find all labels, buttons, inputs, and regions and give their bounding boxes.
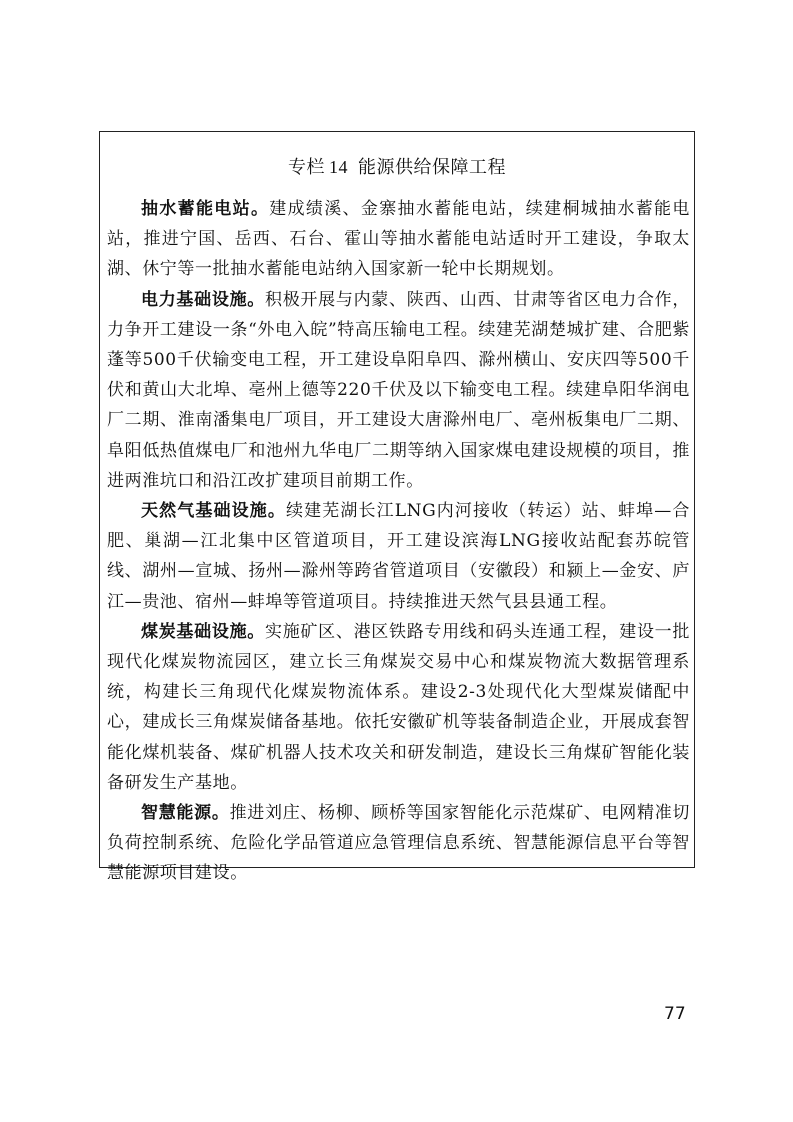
paragraph-heading: 天然气基础设施。 — [141, 501, 286, 522]
paragraph-heading: 抽水蓄能电站。 — [141, 199, 270, 219]
column-title-text: 能源供给保障工程 — [358, 157, 506, 178]
paragraph-body: 实施矿区、港区铁路专用线和码头连通工程，建设一批现代化煤炭物流园区，建立长三角煤炭交易中心和煤炭物流大数据管理系统，构建长三角现代化煤炭物流体系。建设2-3处现代化大型煤炭储配中心，建成长三角煤炭储备基地。依托安徽矿机等装备制造企业，开展成套智能化煤机装备、煤矿机器人技术攻关和研发制造，建设长三角煤矿智能化装备研发生产基地。 — [107, 621, 690, 793]
paragraph-smart-energy — [107, 798, 690, 889]
page-number: 77 — [664, 1004, 686, 1024]
paragraph-heading: 智慧能源。 — [141, 803, 230, 824]
paragraph-power-infrastructure — [107, 285, 690, 496]
paragraph-natural-gas — [107, 496, 690, 617]
paragraph-body: 推进刘庄、杨柳、顾桥等国家智能化示范煤矿、电网精准切负荷控制系统、危险化学品管道应急管理信息系统、智慧能源信息平台等智慧能源项目建设。 — [107, 803, 691, 884]
column-title — [100, 155, 694, 180]
paragraph-body: 建成绩溪、金寨抽水蓄能电站，续建桐城抽水蓄能电站，推进宁国、岳西、石台、霍山等抽水蓄能电站适时开工建设，争取太湖、休宁等一批抽水蓄能电站纳入国家新一轮中长期规划。 — [107, 199, 690, 280]
column-content — [107, 194, 690, 889]
paragraph-body: 续建芜湖长江LNG内河接收（转运）站、蚌埠—合肥、巢湖—江北集中区管道项目，开工建设滨海LNG接收站配套苏皖管线、湖州—宣城、扬州—滁州等跨省管道项目（安徽段）和颍上—金安、庐江—贵池、宿州—蚌埠等管道项目。持续推进天然气县县通工程。 — [107, 501, 690, 612]
paragraph-heading: 煤炭基础设施。 — [141, 621, 265, 642]
column-box — [99, 131, 695, 884]
column-title-number: 14 — [329, 157, 348, 177]
paragraph-pumped-storage — [107, 194, 690, 285]
paragraph-body: 积极开展与内蒙、陕西、山西、甘肃等省区电力合作，力争开工建设一条“外电入皖”特高压输电工程。续建芜湖楚城扩建、合肥紫蓬等500千伏输变电工程，开工建设阜阳阜四、滁州横山、安庆四等500千伏和黄山大北埠、亳州上德等220千伏及以下输变电工程。续建阜阳华润电厂二期、淮南潘集电厂项目，开工建设大唐滁州电厂、亳州板集电厂二期、阜阳低热值煤电厂和池州九华电厂二期等纳入国家煤电建设规模的项目，推进两淮坑口和沿江改扩建项目前期工作。 — [107, 289, 690, 491]
column-title-prefix: 专栏 — [288, 157, 325, 178]
paragraph-heading: 电力基础设施。 — [141, 289, 265, 310]
paragraph-coal — [107, 617, 690, 798]
